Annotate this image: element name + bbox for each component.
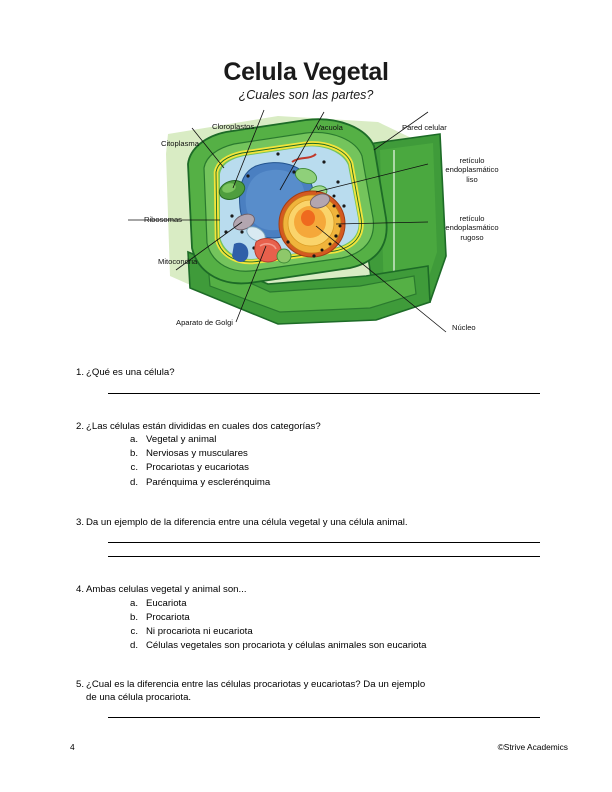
question-1-answer-line-1[interactable] [108,393,540,394]
vesicle [277,249,291,263]
question-2-option-d[interactable] [0,476,612,490]
question-1-row [0,366,612,380]
question-2-option-a[interactable] [0,433,612,447]
question-list [0,352,612,718]
question-5-number: 5. [75,678,84,690]
question-5 [0,678,612,718]
question-2-option-d-text: Parénquima y esclerénquima [146,476,271,488]
label-cloroplastos: Cloroplastos [212,122,255,131]
question-2-row [0,420,612,434]
footer-credit: ©Strive Academics [497,742,568,752]
label-mitocondria: Mitocondria [158,257,198,266]
re-liso-line1: retículo [459,156,485,165]
question-2-option-c[interactable] [0,461,612,475]
question-2-option-c-text: Procariotas y eucariotas [146,462,249,474]
question-4-row [0,583,612,597]
question-4-text: Ambas celulas vegetal y animal son... [86,584,247,596]
label-aparato-de-golgi: Aparato de Golgi [176,318,233,327]
question-2-option-b-letter: b. [129,448,138,460]
question-2-option-a-letter: a. [129,434,138,445]
plant-cell-diagram [0,58,612,348]
question-3-number: 3. [75,516,84,528]
question-3-row [0,516,612,530]
re-rugoso-line1: retículo [459,214,485,223]
nucleolus [301,210,315,226]
label-pared-celular: Pared celular [402,123,447,132]
question-2-option-d-letter: d. [129,476,138,488]
question-3-answer-line-2[interactable] [108,556,540,557]
question-2-options [0,433,612,490]
question-4-option-a-letter: a. [129,597,138,609]
question-4-option-b-letter: b. [129,612,138,624]
re-liso-line2: endoplasmático [445,165,499,175]
question-2-number: 2. [75,420,84,432]
question-3-text: Da un ejemplo de la diferencia entre una célula vegetal y una célula animal. [86,516,408,528]
page-footer [0,742,612,756]
question-5-text: ¿Cual es la diferencia entre las células procariotas y eucariotas? Da un ejemplo [86,678,426,690]
label-reticulo-endoplasmatico-rugoso [432,214,512,242]
question-1 [0,366,612,394]
question-4-option-b[interactable] [0,611,612,625]
question-2-text: ¿Las células están divididas en cuales dos categorías? [86,420,321,432]
re-liso-line3: liso [466,174,478,184]
question-4-option-d-letter: d. [129,640,138,652]
question-2-option-a-text: Vegetal y animal [146,434,217,445]
question-4-number: 4. [75,584,84,596]
question-4-option-a[interactable] [0,597,612,611]
re-rugoso-line2: endoplasmático [445,223,499,233]
question-1-text: ¿Qué es una célula? [86,367,175,378]
question-2-option-b[interactable] [0,447,612,461]
diagram-subtitle: ¿Cuales son las partes? [238,88,374,102]
label-ribosomas: Ribosomas [144,215,182,224]
footer-page-number: 4 [70,742,75,752]
question-4-option-c-text: Ni procariota ni eucariota [146,626,253,638]
question-3 [0,516,612,558]
question-4-options [0,597,612,654]
label-vacuola: Vacuola [316,123,343,132]
question-4-option-b-text: Procariota [146,612,190,624]
question-4-option-c-letter: c. [130,626,138,638]
question-5-row [0,678,612,705]
question-4-option-d[interactable] [0,639,612,653]
label-reticulo-endoplasmatico-liso [432,156,512,184]
question-4-option-a-text: Eucariota [146,597,187,609]
question-5-answer-line-1[interactable] [108,717,540,718]
question-2-option-b-text: Nerviosas y musculares [146,448,248,460]
question-1-number: 1. [75,367,84,378]
label-citoplasma: Citoplasma [161,139,199,148]
question-2-option-c-letter: c. [130,462,138,474]
label-nucleo: Núcleo [452,323,476,332]
question-5-text-continued: de una célula procariota. [86,692,192,704]
question-2 [0,420,612,490]
question-4 [0,583,612,653]
question-4-option-d-text: Células vegetales son procariota y células animales son eucariota [146,640,427,652]
question-4-option-c[interactable] [0,625,612,639]
re-rugoso-line3: rugoso [460,232,484,242]
question-3-answer-line-1[interactable] [108,542,540,543]
diagram-title: Celula Vegetal [223,58,389,86]
